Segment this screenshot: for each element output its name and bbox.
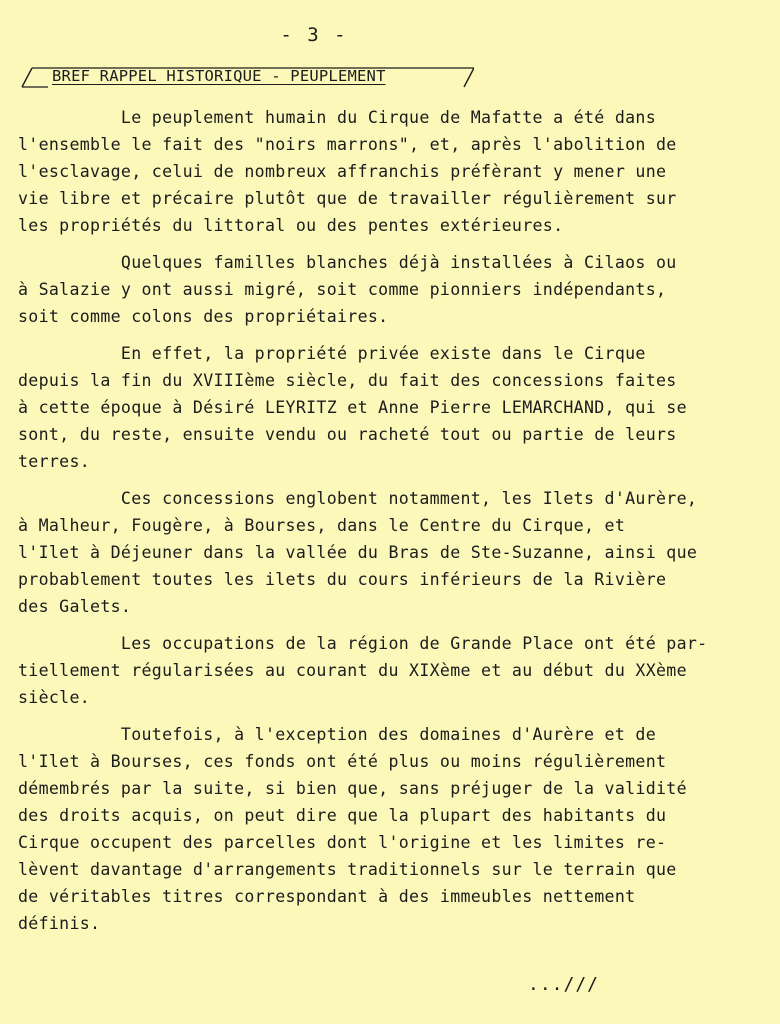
- text-line: l'esclavage, celui de nombreux affranchis préfèrant y mener une: [18, 162, 667, 181]
- text-line: les propriétés du littoral ou des pentes extérieures.: [18, 216, 564, 235]
- text-line: définis.: [18, 914, 101, 933]
- section-heading-text: BREF RAPPEL HISTORIQUE - PEUPLEMENT: [52, 67, 386, 85]
- text-line: sont, du reste, ensuite vendu ou racheté tout ou partie de leurs: [18, 425, 677, 444]
- text-line: terres.: [18, 452, 91, 471]
- continuation-mark: ...///: [528, 974, 600, 995]
- text-line: Quelques familles blanches déjà installées à Cilaos ou: [18, 253, 677, 272]
- text-line: vie libre et précaire plutôt que de travailler régulièrement sur: [18, 189, 677, 208]
- text-line: de véritables titres correspondant à des immeubles nettement: [18, 887, 636, 906]
- page-number: - 3 -: [280, 24, 348, 46]
- paragraph: [18, 630, 748, 711]
- text-line: à Malheur, Fougère, à Bourses, dans le Centre du Cirque, et: [18, 516, 626, 535]
- text-line: lèvent davantage d'arrangements traditionnels sur le terrain que: [18, 860, 677, 879]
- text-line: siècle.: [18, 688, 91, 707]
- text-line: Ces concessions englobent notamment, les Ilets d'Aurère,: [18, 489, 698, 508]
- paragraph: [18, 485, 748, 620]
- text-line: depuis la fin du XVIIIème siècle, du fait des concessions faites: [18, 371, 677, 390]
- text-line: soit comme colons des propriétaires.: [18, 307, 389, 326]
- text-line: démembrés par la suite, si bien que, sans préjuger de la validité: [18, 779, 687, 798]
- text-line: des droits acquis, on peut dire que la plupart des habitants du: [18, 806, 667, 825]
- text-line: à cette époque à Désiré LEYRITZ et Anne Pierre LEMARCHAND, qui se: [18, 398, 687, 417]
- paragraph: [18, 721, 748, 937]
- text-line: l'Ilet à Déjeuner dans la vallée du Bras de Ste-Suzanne, ainsi que: [18, 543, 698, 562]
- paragraph: [18, 249, 748, 330]
- text-line: probablement toutes les ilets du cours inférieurs de la Rivière: [18, 570, 667, 589]
- paragraph: [18, 104, 748, 239]
- text-line: des Galets.: [18, 597, 132, 616]
- text-line: l'Ilet à Bourses, ces fonds ont été plus ou moins régulièrement: [18, 752, 667, 771]
- text-line: tiellement régularisées au courant du XIXème et au début du XXème: [18, 661, 687, 680]
- text-line: Cirque occupent des parcelles dont l'origine et les limites re-: [18, 833, 667, 852]
- text-line: à Salazie y ont aussi migré, soit comme pionniers indépendants,: [18, 280, 667, 299]
- text-line: Les occupations de la région de Grande Place ont été par-: [18, 634, 708, 653]
- section-heading: [18, 66, 474, 88]
- text-line: l'ensemble le fait des "noirs marrons", et, après l'abolition de: [18, 135, 677, 154]
- text-line: Le peuplement humain du Cirque de Mafatte a été dans: [18, 108, 656, 127]
- paragraph: [18, 340, 748, 475]
- text-line: Toutefois, à l'exception des domaines d'Aurère et de: [18, 725, 656, 744]
- text-line: En effet, la propriété privée existe dans le Cirque: [18, 344, 646, 363]
- body-text: [18, 104, 748, 937]
